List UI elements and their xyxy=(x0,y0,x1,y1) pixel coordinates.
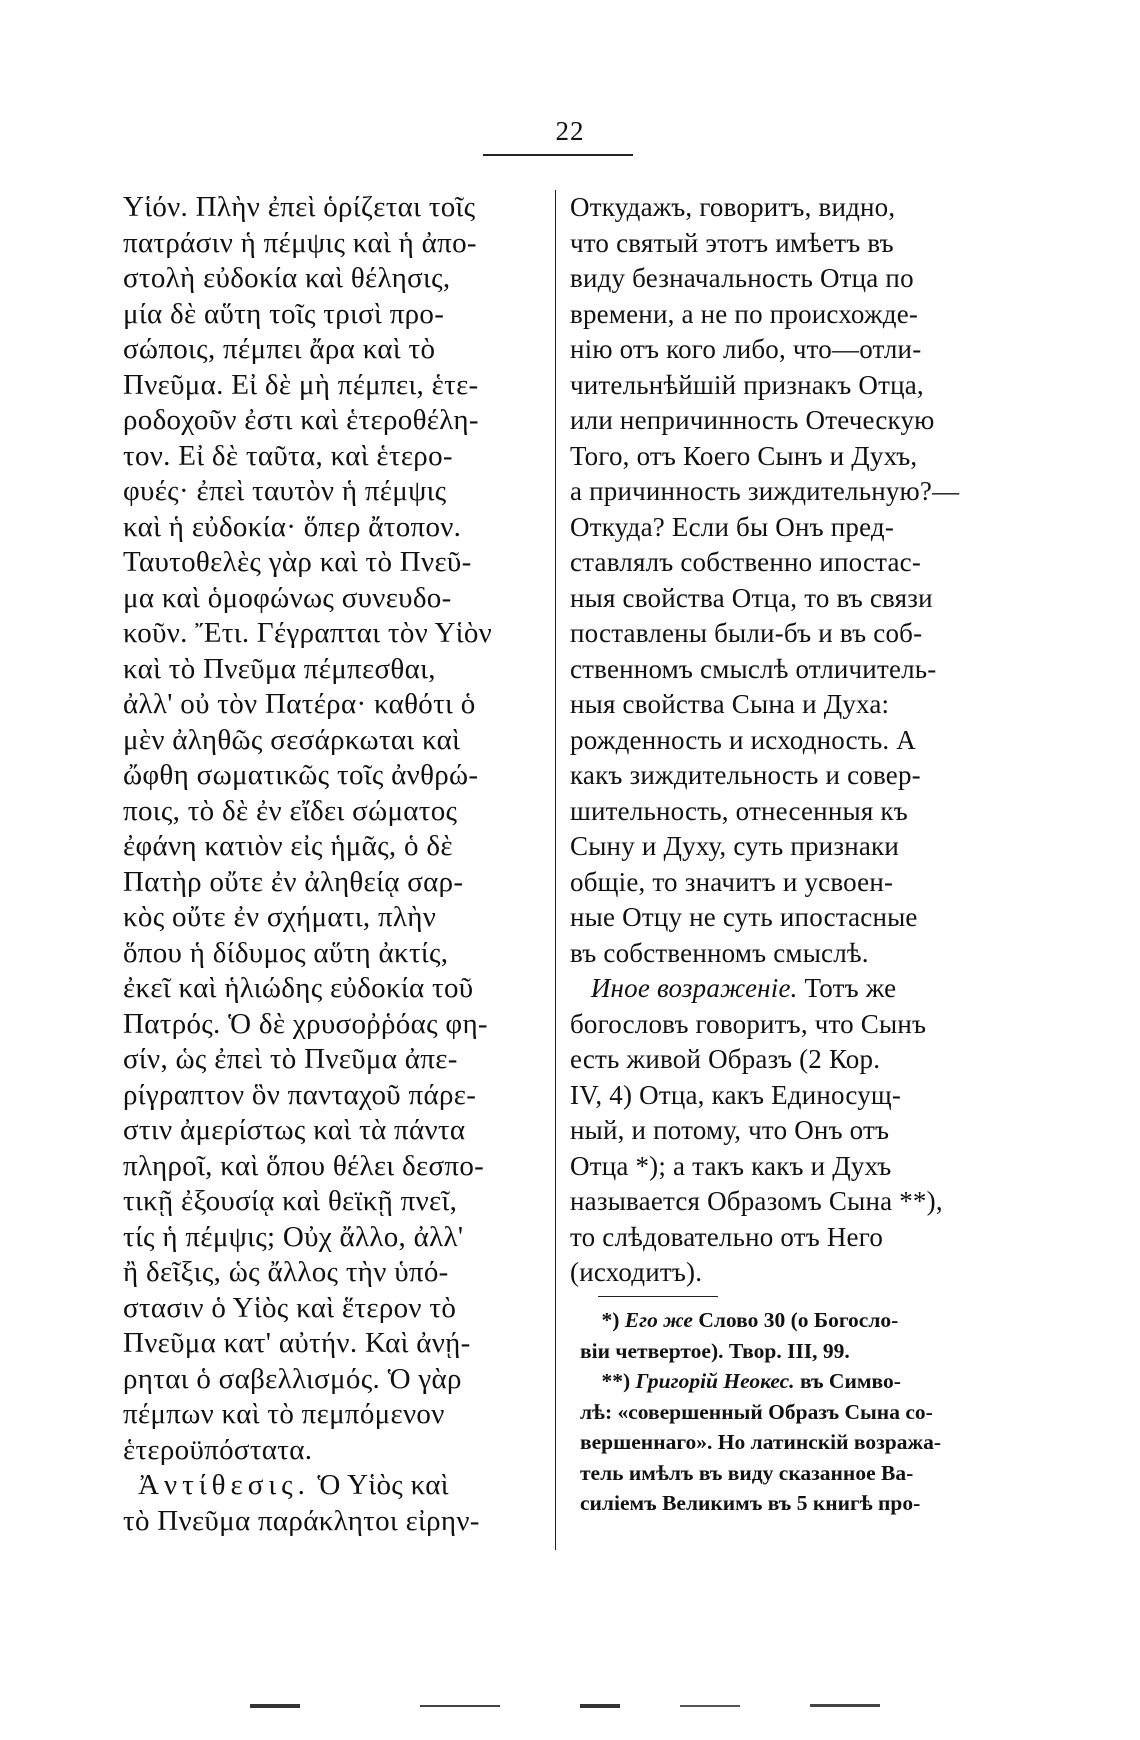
greek-line: τὸ Πνεῦμα παράκλητοι εἰρην- xyxy=(123,1504,480,1537)
russian-line: а причинность зиждительную?— xyxy=(570,476,960,506)
greek-line: ὅπου ἡ δίδυμος αὕτη ἀκτίς, xyxy=(123,936,449,969)
russian-line: времени, а не по происхожде- xyxy=(570,298,919,329)
greek-line: ἑτεροϋπόστατα. xyxy=(123,1433,313,1466)
russian-line: поставлены были-бъ и въ соб- xyxy=(570,618,923,648)
page-number: 22 xyxy=(555,116,585,146)
greek-line: πέμπων καὶ τὸ πεμπόμενον xyxy=(123,1398,445,1430)
greek-line: Πατὴρ οὔτε ἐν ἀληθείᾳ σαρ- xyxy=(123,865,464,898)
russian-line: рожденность и исходность. А xyxy=(570,724,916,755)
greek-line: τον. Εἰ δὲ ταῦτα, καὶ ἑτερο- xyxy=(123,439,453,472)
russian-line: что святый этотъ имѣетъ въ xyxy=(570,227,894,258)
scan-artifact xyxy=(250,1700,900,1712)
greek-line: στολὴ εὐδοκία καὶ θέλησις, xyxy=(123,262,451,294)
greek-antithesis-line xyxy=(123,1468,543,1504)
footnote-rule xyxy=(598,1296,718,1297)
footnote-2-marker: **) xyxy=(601,1369,631,1393)
russian-line: Отца *); а такъ какъ и Духъ xyxy=(570,1150,892,1181)
greek-line: ἐφάνη κατιὸν εἰς ἡμᾶς, ὁ δὲ xyxy=(123,830,453,862)
russian-line: нію отъ кого либо, что—отли- xyxy=(570,334,922,364)
greek-line: σίν, ὡς ἐπεὶ τὸ Πνεῦμα ἀπε- xyxy=(123,1043,458,1075)
header-rule xyxy=(483,154,633,156)
greek-line: ροδοχοῦν ἐστι καὶ ἑτεροθέλη- xyxy=(123,404,479,436)
russian-line: (исходитъ). xyxy=(570,1257,703,1287)
russian-line: Того, отъ Коего Сынъ и Духъ, xyxy=(570,440,918,471)
greek-line: ἢ δεῖξις, ὡς ἄλλος τὴν ὑπό- xyxy=(123,1256,449,1288)
greek-line: πατράσιν ἡ πέμψις καὶ ἡ ἀπο- xyxy=(123,226,477,259)
greek-line: καὶ ἡ εὐδοκία· ὅπερ ἄτοπον. xyxy=(123,510,462,543)
greek-line: φυές· ἐπεὶ ταυτὸν ἡ πέμψις xyxy=(123,475,447,507)
greek-line: μα καὶ ὁμοφώνως συνευδο- xyxy=(123,581,452,614)
greek-line: κοῦν. Ἔτι. Γέγραπται τὸν Υἱὸν xyxy=(123,617,493,649)
russian-line: въ собственномъ смыслѣ. xyxy=(570,937,869,968)
russian-line: то слѣдовательно отъ Него xyxy=(570,1221,884,1252)
footnote-1-text: Слово 30 (о Богосло- xyxy=(692,1308,899,1332)
russian-line: Откудажъ, говоритъ, видно, xyxy=(570,192,896,222)
greek-line: μὲν ἀληθῶς σεσάρκωται καὶ xyxy=(123,723,461,756)
russian-column xyxy=(570,190,985,1291)
column-divider xyxy=(555,190,556,1550)
greek-line: Ταυτοθελὲς γὰρ καὶ τὸ Πνεῦ- xyxy=(123,546,472,578)
footnotes xyxy=(580,1305,990,1519)
greek-line: Υἱόν. Πλὴν ἐπεὶ ὁρίζεται τοῖς xyxy=(123,191,476,223)
greek-line: ἐκεῖ καὶ ἡλιώδης εὐδοκία τοῦ xyxy=(123,972,474,1004)
objection-text: Тотъ же xyxy=(797,973,897,1003)
greek-line: στασιν ὁ Υἱὸς καὶ ἕτερον τὸ xyxy=(123,1291,457,1324)
footnote-line: силіемъ Великимъ въ 5 книгѣ про- xyxy=(580,1491,921,1515)
footnote-line: лѣ: «совершенный Образъ Сына со- xyxy=(580,1399,933,1424)
russian-objection-line xyxy=(570,971,985,1007)
antithesis-text: Ὁ Υἱὸς καὶ xyxy=(309,1469,449,1501)
russian-line: Откуда? Если бы Онъ пред- xyxy=(570,511,895,542)
greek-line: ρίγραπτον ὃν πανταχοῦ πάρε- xyxy=(123,1078,477,1111)
greek-line: ποις, τὸ δὲ ἐν εἴδει σώματος xyxy=(123,794,458,827)
russian-line: ные Отцу не суть ипостасные xyxy=(570,902,918,932)
greek-line: ἀλλ' οὐ τὸν Πατέρα· καθότι ὁ xyxy=(123,688,476,720)
greek-line: Πνεῦμα κατ' αὐτήν. Καὶ ἀνῄ- xyxy=(123,1327,471,1359)
objection-heading: Иное возраженіе. xyxy=(590,973,798,1003)
greek-line: μία δὲ αὕτη τοῖς τρισὶ προ- xyxy=(123,297,445,330)
footnote-1-marker: *) xyxy=(601,1308,620,1332)
russian-line: богословъ говоритъ, что Сынъ xyxy=(570,1008,927,1039)
footnote-line: тель имѣлъ въ виду сказанное Ва- xyxy=(580,1460,914,1485)
russian-line: называется Образомъ Сына **), xyxy=(570,1186,943,1216)
greek-line: Πατρός. Ὁ δὲ χρυσοῤῥόας φη- xyxy=(123,1007,488,1040)
russian-line: чительнѣйшій признакъ Отца, xyxy=(570,369,924,400)
footnote-2-text: въ Симво- xyxy=(794,1369,901,1393)
greek-column xyxy=(123,190,543,1539)
footnote-1-author: Его же xyxy=(624,1308,693,1332)
antithesis-heading: Ἀντίθεσις. xyxy=(138,1469,310,1501)
greek-line: ὤφθη σωματικῶς τοῖς ἀνθρώ- xyxy=(123,759,479,791)
greek-line: κὸς οὔτε ἐν σχήματι, πλὴν xyxy=(123,901,437,933)
russian-line: или непричинность Отеческую xyxy=(570,405,935,435)
russian-line: ный, и потому, что Онъ отъ xyxy=(570,1115,890,1145)
greek-line: σώποις, πέμπει ἄρα καὶ τὸ xyxy=(123,333,436,365)
footnote-2-author: Григорій Неокес. xyxy=(635,1369,795,1393)
greek-line: πληροῖ, καὶ ὅπου θέλει δεσπο- xyxy=(123,1149,485,1182)
greek-line: ρηται ὁ σαβελλισμός. Ὁ γὰρ xyxy=(123,1362,462,1395)
russian-line: Сыну и Духу, суть признаки xyxy=(570,831,899,861)
russian-line: ставлялъ собственно ипостас- xyxy=(570,547,922,577)
greek-line: καὶ τὸ Πνεῦμα πέμπεσθαι, xyxy=(123,652,436,685)
greek-line: Πνεῦμα. Εἰ δὲ μὴ πέμπει, ἑτε- xyxy=(123,368,479,401)
russian-line: IV, 4) Отца, какъ Единосущ- xyxy=(570,1079,902,1110)
russian-line: ственномъ смыслѣ отличитель- xyxy=(570,653,937,684)
russian-line: шительность, отнесенныя къ xyxy=(570,795,908,826)
footnote-line: віи четвертое). Твор. III, 99. xyxy=(580,1338,850,1363)
russian-line: ныя свойства Сына и Духа: xyxy=(570,689,890,719)
footnote-line: вершеннаго». Но латинскій возража- xyxy=(580,1430,941,1454)
russian-line: какъ зиждительность и совер- xyxy=(570,760,921,790)
russian-line: ныя свойства Отца, то въ связи xyxy=(570,582,933,613)
russian-line: общіе, то значитъ и усвоен- xyxy=(570,866,894,897)
footnote-1 xyxy=(580,1305,990,1336)
greek-line: στιν ἀμερίστως καὶ τὰ πάντα xyxy=(123,1114,466,1146)
footnote-2 xyxy=(580,1366,990,1397)
russian-line: виду безначальность Отца по xyxy=(570,263,914,293)
greek-line: τίς ἡ πέμψις; Οὐχ ἄλλο, ἀλλ' xyxy=(123,1220,464,1253)
greek-line: τικῇ ἐξουσίᾳ καὶ θεϊκῇ πνεῖ, xyxy=(123,1185,458,1217)
russian-line: есть живой Образъ (2 Кор. xyxy=(570,1044,881,1074)
